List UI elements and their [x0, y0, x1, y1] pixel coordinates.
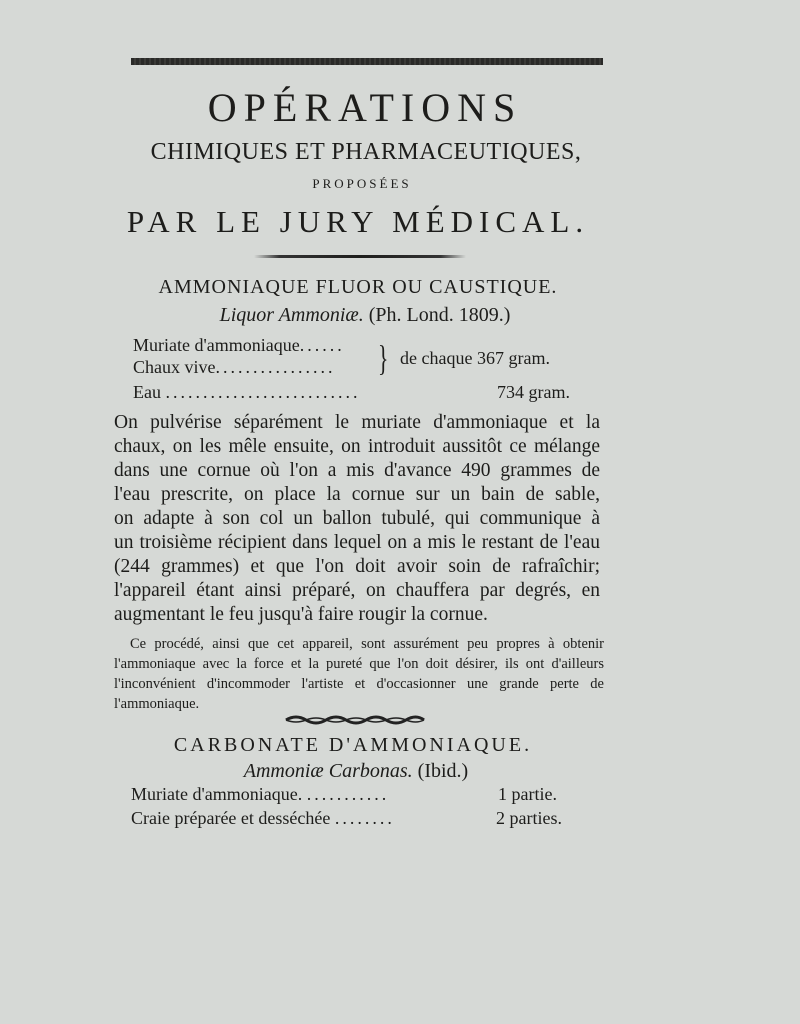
ingredient-name: Eau: [133, 382, 161, 402]
note-line: l'inconvénient d'incommoder l'artiste et d'occasionner une grande perte de: [114, 676, 604, 692]
section1-latin-italic: Liquor Ammoniæ.: [219, 304, 364, 326]
section1-latin-ref: (Ph. Lond. 1809.): [368, 304, 511, 326]
section2-latin-italic: Ammoniæ Carbonas.: [243, 760, 413, 782]
page-subtitle: CHIMIQUES ET PHARMACEUTIQUES,: [150, 139, 582, 165]
ingredient-quantity: 2 parties.: [496, 808, 562, 828]
note-line: l'ammoniaque avec la force et la pureté que l'on doit désirer, ils ont d'ailleurs: [114, 656, 604, 672]
bracket-quantity: de chaque 367 gram.: [400, 348, 550, 368]
ingredient-line: [133, 357, 336, 378]
ingredient-name: Muriate d'ammoniaque.: [131, 784, 303, 804]
proposees-line: PROPOSÉES: [312, 176, 412, 191]
brace-icon: }: [378, 338, 389, 378]
note-line: Ce procédé, ainsi que cet appareil, sont assurément peu propres à obtenir: [130, 636, 604, 652]
section1-heading: AMMONIAQUE FLUOR OU CAUSTIQUE.: [158, 276, 558, 298]
ingredient-quantity: 1 partie.: [498, 784, 557, 804]
paragraph-line: chaux, on les mêle ensuite, on introduit aussitôt ce mélange: [114, 436, 600, 457]
jury-line: PAR LE JURY MÉDICAL.: [126, 204, 590, 239]
ingredient-line: [133, 335, 345, 356]
ingredient-name: Chaux vive: [133, 357, 216, 377]
top-double-rule: [131, 58, 603, 65]
dot-leader: ...........: [306, 784, 390, 804]
title-divider-rule: [254, 255, 466, 258]
ingredient-line: [131, 784, 389, 805]
section2-latin-name: [0, 760, 712, 783]
page-title: OPÉRATIONS: [207, 85, 523, 130]
dot-leader: ........: [334, 808, 395, 828]
paragraph-line: l'eau prescrite, on place la cornue sur un bain de sable,: [114, 484, 600, 505]
dot-leader: ......: [299, 335, 345, 355]
dot-leader: ..........................: [165, 382, 361, 402]
paragraph-line: un troisième récipient dans lequel on a mis le restant de l'eau: [114, 532, 600, 553]
paragraph-line: dans une cornue où l'on a mis d'avance 490 grammes de: [114, 460, 600, 481]
note-line: l'ammoniaque.: [114, 696, 200, 712]
paragraph-line: l'appareil étant ainsi préparé, on chauffera par degrés, en: [114, 580, 600, 601]
section1-latin-name: [0, 304, 730, 327]
ingredient-name: Muriate d'ammoniaque: [133, 335, 300, 355]
paragraph-line: on adapte à son col un ballon tubulé, qui communique à: [114, 508, 600, 529]
ingredient-name: Craie préparée et desséchée: [131, 808, 331, 828]
section2-latin-ref: (Ibid.): [417, 760, 469, 782]
paragraph-line: On pulvérise séparément le muriate d'ammoniaque et la: [114, 412, 600, 433]
paragraph-line: augmentant le feu jusqu'à faire rougir la cornue.: [114, 604, 488, 625]
ingredient-line: [131, 808, 395, 829]
section2-heading: CARBONATE D'AMMONIAQUE.: [173, 734, 533, 756]
dot-leader: ................: [215, 357, 336, 377]
paragraph-line: (244 grammes) et que l'on doit avoir soin de rafraîchir;: [114, 556, 600, 577]
wave-ornament-icon: [284, 712, 426, 728]
ingredient-line: [133, 382, 360, 403]
ingredient-quantity: 734 gram.: [497, 382, 570, 402]
